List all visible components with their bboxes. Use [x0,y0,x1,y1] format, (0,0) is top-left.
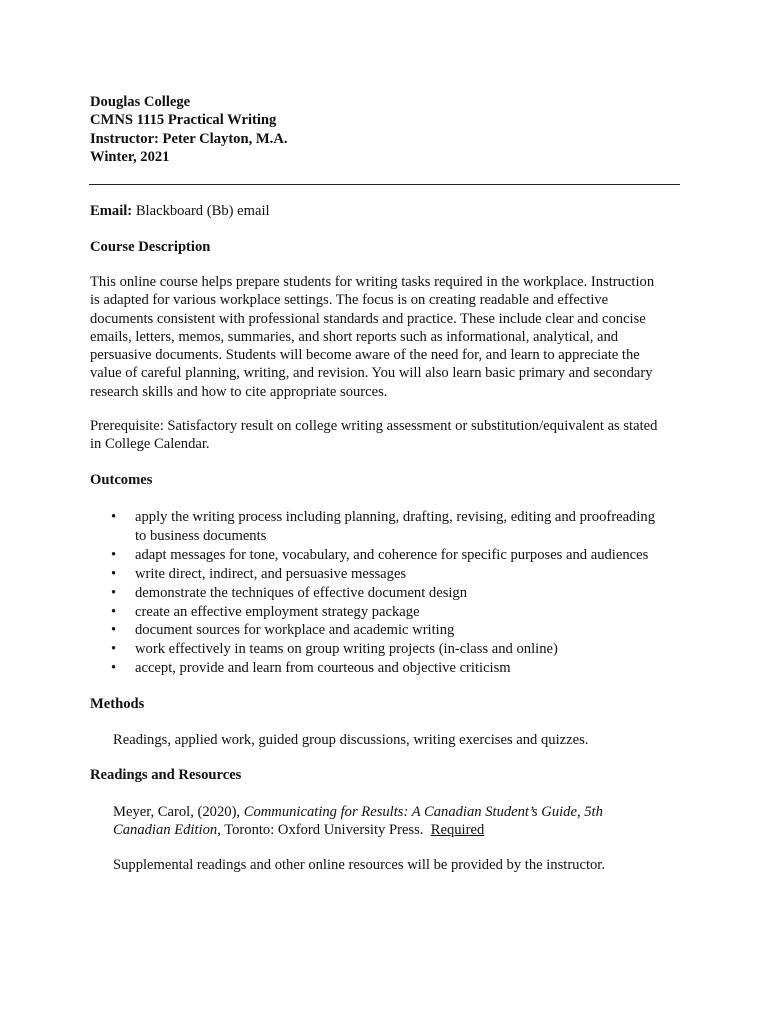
citation [113,803,683,840]
outcome-line: accept, provide and learn from courteous and objective criticism [135,660,511,677]
list-item [90,508,690,546]
college-name: Douglas College [90,94,191,110]
outcomes-list [90,508,690,678]
description-line: is adapted for various workplace settings. The focus is on creating readable and effective [90,292,609,309]
list-item [90,621,690,640]
outcome-line: demonstrate the techniques of effective document design [135,584,468,601]
course-description-paragraph [90,273,685,401]
list-item [90,546,690,565]
outcomes-heading: Outcomes [90,472,153,488]
list-item [90,659,690,678]
citation-publisher: , Toronto: Oxford University Press. [217,822,431,839]
email-line [90,202,685,220]
citation-title-continued: Canadian Edition [113,822,218,839]
document-header [90,93,690,166]
outcome-line: to business documents [135,527,267,544]
description-line: This online course helps prepare students for writing tasks required in the workplace. Instruction [90,274,655,290]
methods-text: Readings, applied work, guided group discussions, writing exercises and quizzes. [113,732,589,748]
list-item [90,603,690,622]
course-description-heading: Course Description [90,239,211,255]
prerequisite-line: Prerequisite: Satisfactory result on college writing assessment or substitution/equivalent as stated [90,418,658,434]
description-line: research skills and how to cite appropriate sources. [90,383,388,400]
bullet-icon: • [111,660,117,677]
readings-heading: Readings and Resources [90,767,242,783]
bullet-icon: • [111,509,117,525]
outcome-line: work effectively in teams on group writing projects (in-class and online) [135,641,558,658]
list-item [90,584,690,603]
term: Winter, 2021 [90,148,170,165]
course-title: CMNS 1115 Practical Writing [90,112,277,129]
outcome-line: write direct, indirect, and persuasive messages [135,565,407,582]
list-item [90,640,690,659]
description-line: value of careful planning, writing, and revision. You will also learn basic primary and secondary [90,365,653,382]
prerequisite-line: in College Calendar. [90,436,210,453]
citation-author: Meyer, Carol, (2020), [113,804,244,820]
bullet-icon: • [111,603,117,620]
header-divider [89,184,680,185]
methods-heading: Methods [90,696,145,712]
outcome-line: apply the writing process including planning, drafting, revising, editing and proofreading [135,509,655,525]
prerequisite-paragraph [90,417,685,454]
bullet-icon: • [111,565,117,582]
email-label: Email: [90,203,133,219]
citation-title: Communicating for Results: A Canadian Student’s Guide, 5th [243,804,603,820]
description-line: emails, letters, memos, summaries, and short reports such as informational, analytical, and [90,328,619,345]
outcome-line: create an effective employment strategy package [135,603,420,620]
required-label: Required [430,822,485,839]
instructor-name: Instructor: Peter Clayton, M.A. [90,130,288,147]
description-line: documents consistent with professional standards and practice. These include clear and concise [90,310,646,327]
outcome-line: adapt messages for tone, vocabulary, and coherence for specific purposes and audiences [135,546,649,563]
supplemental-text: Supplemental readings and other online resources will be provided by the instructor. [113,857,606,873]
email-value: Blackboard (Bb) email [135,203,270,219]
list-item [90,565,690,584]
bullet-icon: • [111,622,117,639]
outcome-line: document sources for workplace and academic writing [135,622,455,639]
description-line: persuasive documents. Students will become aware of the need for, and learn to appreciate the [90,347,640,364]
bullet-icon: • [111,546,117,563]
bullet-icon: • [111,641,117,658]
bullet-icon: • [111,584,117,601]
